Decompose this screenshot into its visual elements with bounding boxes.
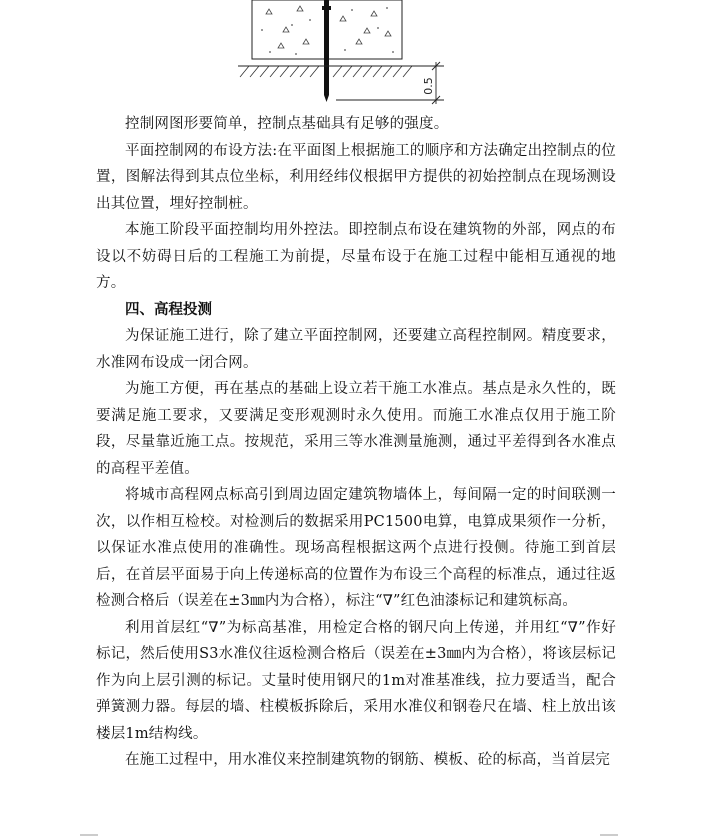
steel-pile <box>324 0 329 95</box>
paragraph: 平面控制网的布设方法:在平面图上根据施工的顺序和方法确定出控制点的位置，图解法得到其点位坐标，利用经纬仪根据甲方提供的初始控制点在现场测设出其位置，埋好控制桩。 <box>96 142 616 212</box>
paragraph: 为施工方便，再在基点的基础上设立若干施工水准点。基点是永久性的，既要满足施工要求，又要满足变形观测时永久使用。而施工水准点仅用于施工阶段，尽量靠近施工点。按规范，采用三等水准测量施测，通过平差得到各水准点的高程平差值。 <box>96 381 616 477</box>
paragraph: 控制网图形要简单，控制点基础具有足够的强度。 <box>125 116 449 132</box>
document-body <box>96 111 616 774</box>
paragraph: 利用首层红“∇”为标高基准，用检定合格的钢尺向上传递，并用红“∇”作好标记，然后使用S3水准仪往返检测合格后（误差在±3㎜内为合格），将该层标记作为向上层引测的标记。丈量时使用钢尺的1m对准基准线，拉力要适当，配合弹簧测力器。每层的墙、柱模板拆除后，采用水准仪和钢卷尺在墙、柱上放出该楼层1m结构线。 <box>96 619 616 742</box>
control-pile-figure <box>0 0 704 110</box>
paragraph: 将城市高程网点标高引到周边固定建筑物墙体上，每间隔一定的时间联测一次，以作相互检校。对检测后的数据采用PC1500电算，电算成果须作一分析，以保证水准点使用的准确性。现场高程根据这两个点进行投侧。待施工到首层后，在首层平面易于向上传递标高的位置作为布设三个高程的标准点，通过往返检测合格后（误差在±3㎜内为合格），标注“∇”红色油漆标记和建筑标高。 <box>96 487 616 609</box>
section-heading: 四、高程投测 <box>125 301 212 318</box>
dimension-label: 0.5 <box>422 77 435 95</box>
page-corner-mark-left <box>80 834 98 839</box>
paragraph: 为保证施工进行，除了建立平面控制网，还要建立高程控制网。精度要求，水准网布设成一闭合网。 <box>96 328 616 371</box>
paragraph: 在施工过程中，用水准仪来控制建筑物的钢筋、模板、砼的标高，当首层完 <box>125 752 611 768</box>
page-corner-mark-right <box>600 834 618 839</box>
paragraph: 本施工阶段平面控制均用外控法。即控制点布设在建筑物的外部，网点的布设以不妨碍日后的工程施工为前提，尽量布设于在施工过程中能相互通视的地方。 <box>96 222 616 291</box>
